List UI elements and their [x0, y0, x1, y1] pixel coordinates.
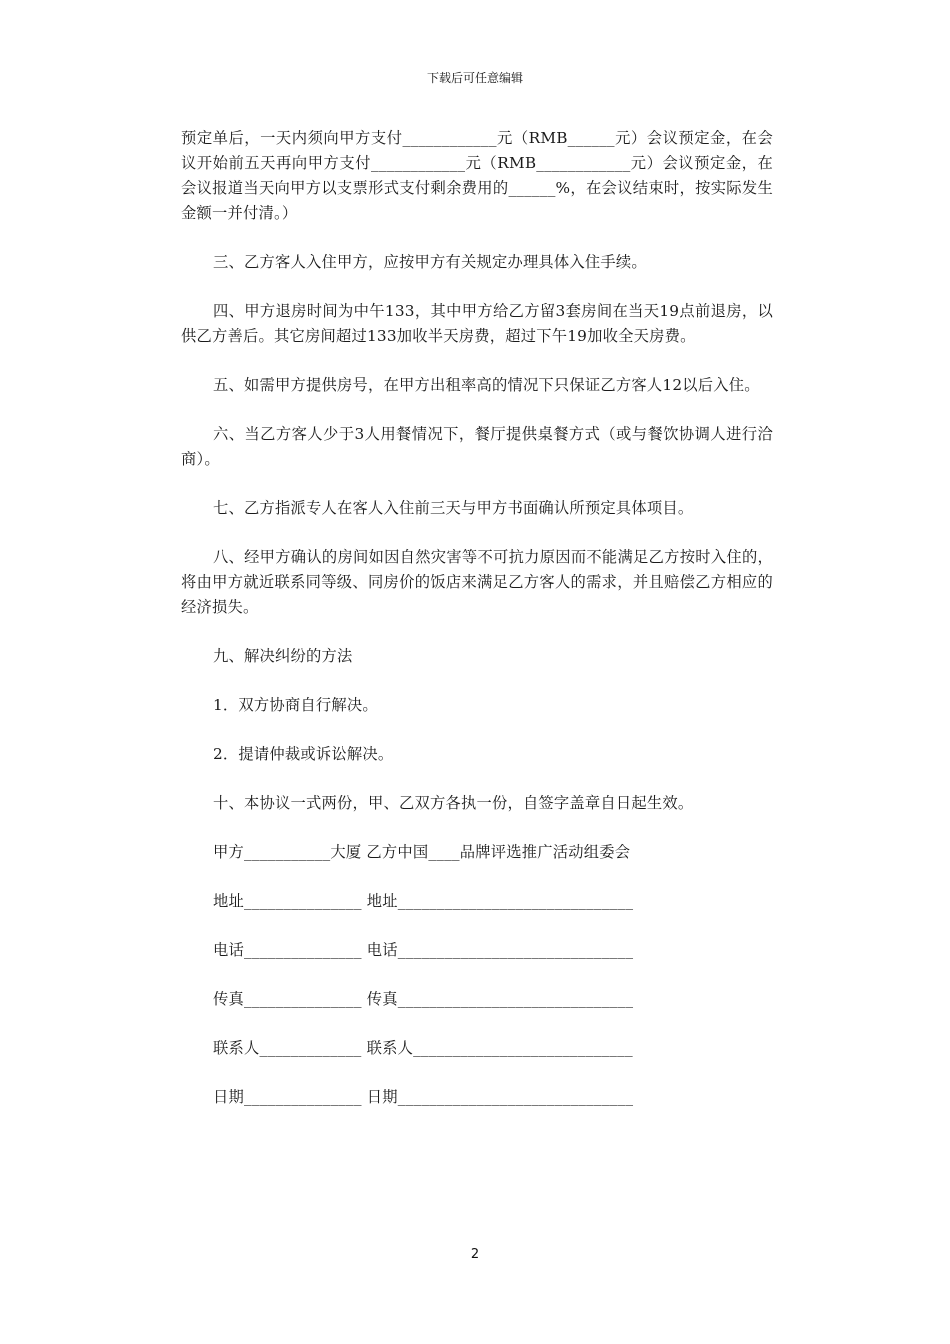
- signature-contact: 联系人_____________ 联系人____________________________: [213, 1039, 633, 1057]
- clause-4: 四、甲方退房时间为中午133，其中甲方给乙方留3套房间在当天19点前退房，以供乙方善后。其它房间超过133加收半天房费，超过下午19加收全天房费。: [181, 302, 773, 345]
- signature-fax: 传真_______________ 传真______________________________: [213, 990, 634, 1008]
- page-number: 2: [470, 1247, 480, 1262]
- signature-phone: 电话_______________ 电话______________________________: [213, 941, 634, 959]
- clause-10: 十、本协议一式两份，甲、乙双方各执一份，自签字盖章自日起生效。: [213, 794, 694, 812]
- clause-3: 三、乙方客人入住甲方，应按甲方有关规定办理具体入住手续。: [213, 253, 647, 271]
- payment-paragraph: 预定单后，一天内须向甲方支付____________元（RMB______元）会议预定金，在会议开始前五天再向甲方支付____________元（RMB____________元）会议预定金，在会议报道当天向甲方以支票形式支付剩余费用的______%，在会议结束时，按实际发生金额一并付清。）: [181, 129, 773, 222]
- clause-9-heading: 九、解决纠纷的方法: [213, 647, 353, 665]
- clause-7: 七、乙方指派专人在客人入住前三天与甲方书面确认所预定具体项目。: [213, 499, 694, 517]
- signature-parties: 甲方___________大厦 乙方中国____品牌评选推广活动组委会: [213, 843, 631, 861]
- signature-date: 日期_______________ 日期______________________________: [213, 1088, 634, 1106]
- clause-6: 六、当乙方客人少于3人用餐情况下，餐厅提供桌餐方式（或与餐饮协调人进行洽商）。: [181, 425, 773, 468]
- clause-8: 八、经甲方确认的房间如因自然灾害等不可抗力原因而不能满足乙方按时入住的，将由甲方就近联系同等级、同房价的饭店来满足乙方客人的需求，并且赔偿乙方相应的经济损失。: [181, 548, 773, 616]
- clause-5: 五、如需甲方提供房号，在甲方出租率高的情况下只保证乙方客人12以后入住。: [213, 376, 760, 394]
- signature-address: 地址_______________ 地址______________________________: [213, 892, 634, 910]
- header-note: 下载后可任意编辑: [426, 71, 523, 85]
- clause-9-item-1: 1．双方协商自行解决。: [213, 696, 378, 714]
- clause-9-item-2: 2．提请仲裁或诉讼解决。: [213, 745, 394, 763]
- document-body: [181, 126, 773, 1110]
